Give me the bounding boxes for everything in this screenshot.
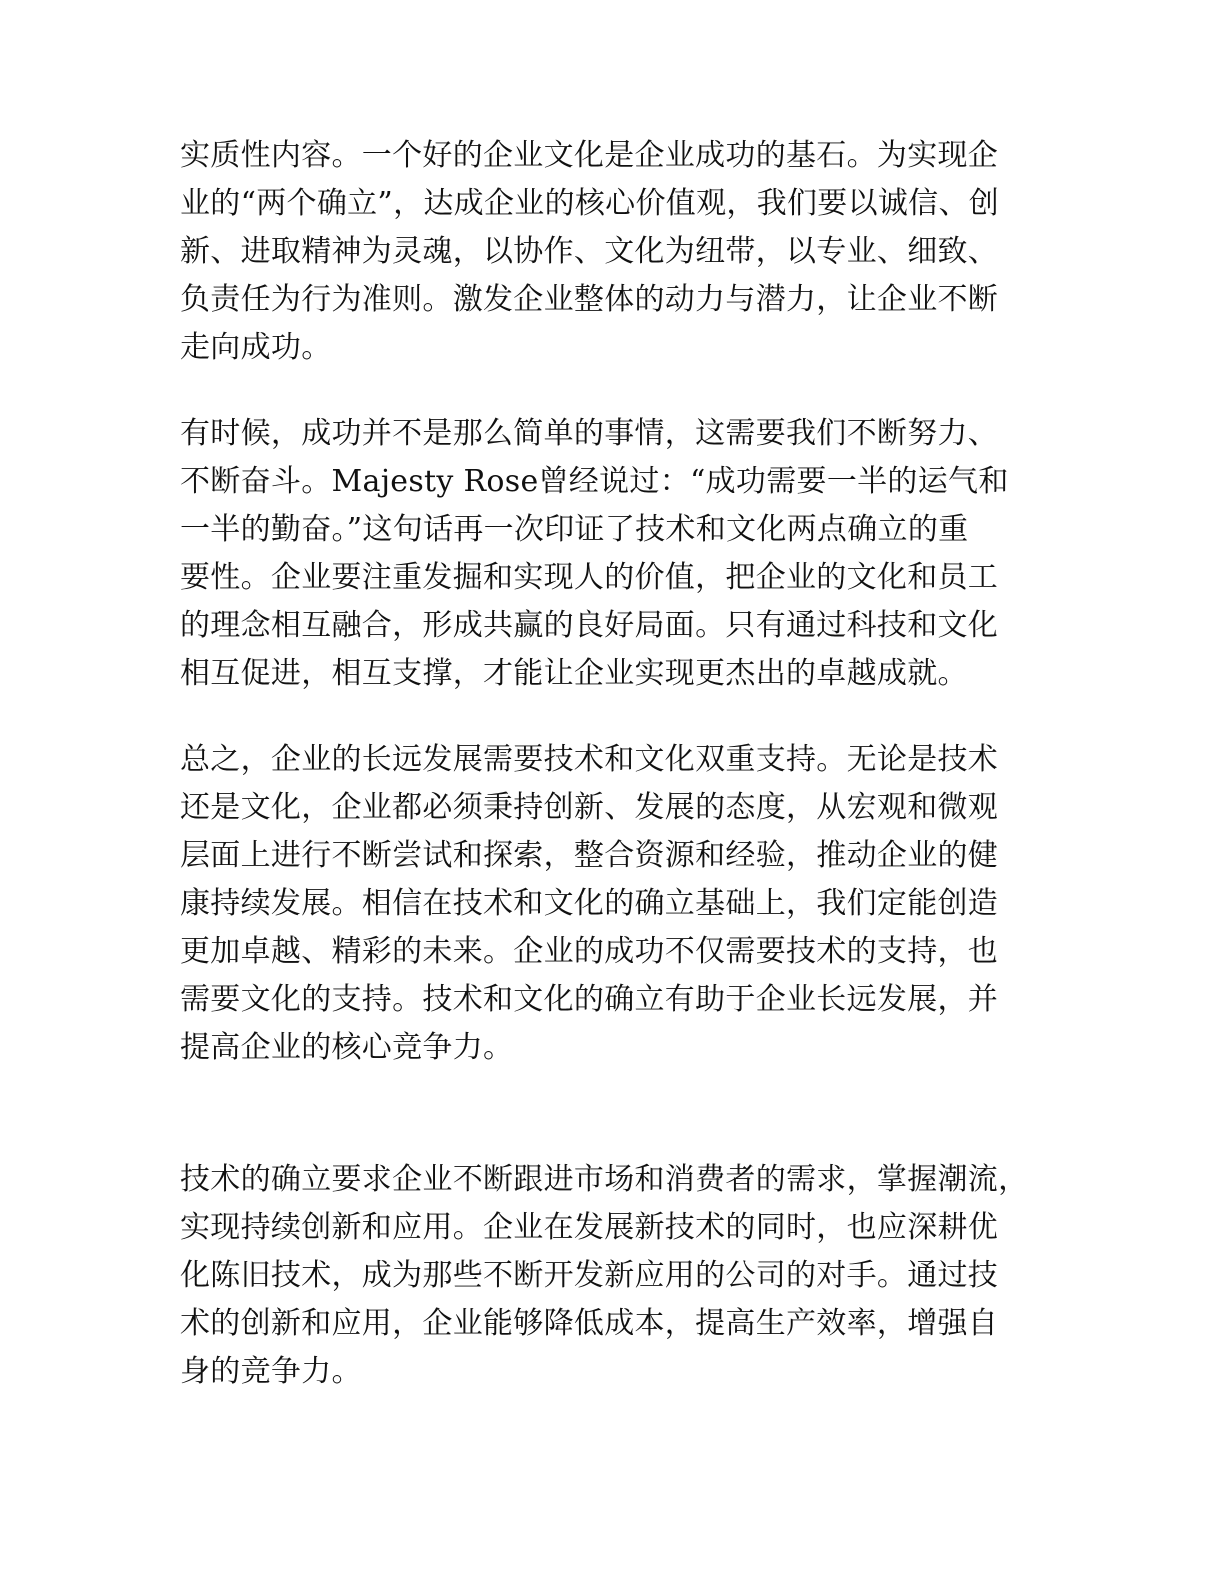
paragraph-2 xyxy=(180,410,1040,698)
paragraph-line: 的理念相互融合，形成共赢的良好局面。只有通过科技和文化 xyxy=(180,608,999,643)
paragraph-line: 需要文化的支持。技术和文化的确立有助于企业长远发展，并 xyxy=(180,982,999,1017)
paragraph-line: 走向成功。 xyxy=(180,330,332,365)
paragraph-line: 实质性内容。一个好的企业文化是企业成功的基石。为实现企 xyxy=(180,138,999,173)
paragraph-4 xyxy=(180,1156,1040,1396)
paragraph-line: 业的“两个确立”，达成企业的核心价值观，我们要以诚信、创 xyxy=(180,186,1000,221)
paragraph-3 xyxy=(180,736,1040,1072)
paragraph-line: 新、进取精神为灵魂，以协作、文化为纽带，以专业、细致、 xyxy=(180,234,999,269)
paragraph-line: 总之，企业的长远发展需要技术和文化双重支持。无论是技术 xyxy=(180,742,999,777)
paragraph-line: 提高企业的核心竞争力。 xyxy=(180,1030,514,1065)
paragraph-line: 还是文化，企业都必须秉持创新、发展的态度，从宏观和微观 xyxy=(180,790,999,825)
paragraph-line: 有时候，成功并不是那么简单的事情，这需要我们不断努力、 xyxy=(180,416,999,451)
paragraph-1 xyxy=(180,132,1040,372)
paragraph-line: 康持续发展。相信在技术和文化的确立基础上，我们定能创造 xyxy=(180,886,999,921)
paragraph-line: 要性。企业要注重发掘和实现人的价值，把企业的文化和员工 xyxy=(180,560,999,595)
paragraph-line: 层面上进行不断尝试和探索，整合资源和经验，推动企业的健 xyxy=(180,838,999,873)
paragraph-line: 技术的确立要求企业不断跟进市场和消费者的需求，掌握潮流， xyxy=(180,1162,1029,1197)
paragraph-line: 更加卓越、精彩的未来。企业的成功不仅需要技术的支持，也 xyxy=(180,934,999,969)
paragraph-line: 一半的勤奋。”这句话再一次印证了技术和文化两点确立的重 xyxy=(180,512,969,547)
paragraph-line: 术的创新和应用，企业能够降低成本，提高生产效率，增强自 xyxy=(180,1306,999,1341)
paragraph-line: 化陈旧技术，成为那些不断开发新应用的公司的对手。通过技 xyxy=(180,1258,999,1293)
paragraph-line: 相互促进，相互支撑，才能让企业实现更杰出的卓越成就。 xyxy=(180,656,968,691)
paragraph-line: 负责任为行为准则。激发企业整体的动力与潜力，让企业不断 xyxy=(180,282,999,317)
paragraph-line: 身的竞争力。 xyxy=(180,1354,362,1389)
paragraph-line: 不断奋斗。Majesty Rose曾经说过：“成功需要一半的运气和 xyxy=(180,464,1009,499)
paragraph-line: 实现持续创新和应用。企业在发展新技术的同时，也应深耕优 xyxy=(180,1210,999,1245)
